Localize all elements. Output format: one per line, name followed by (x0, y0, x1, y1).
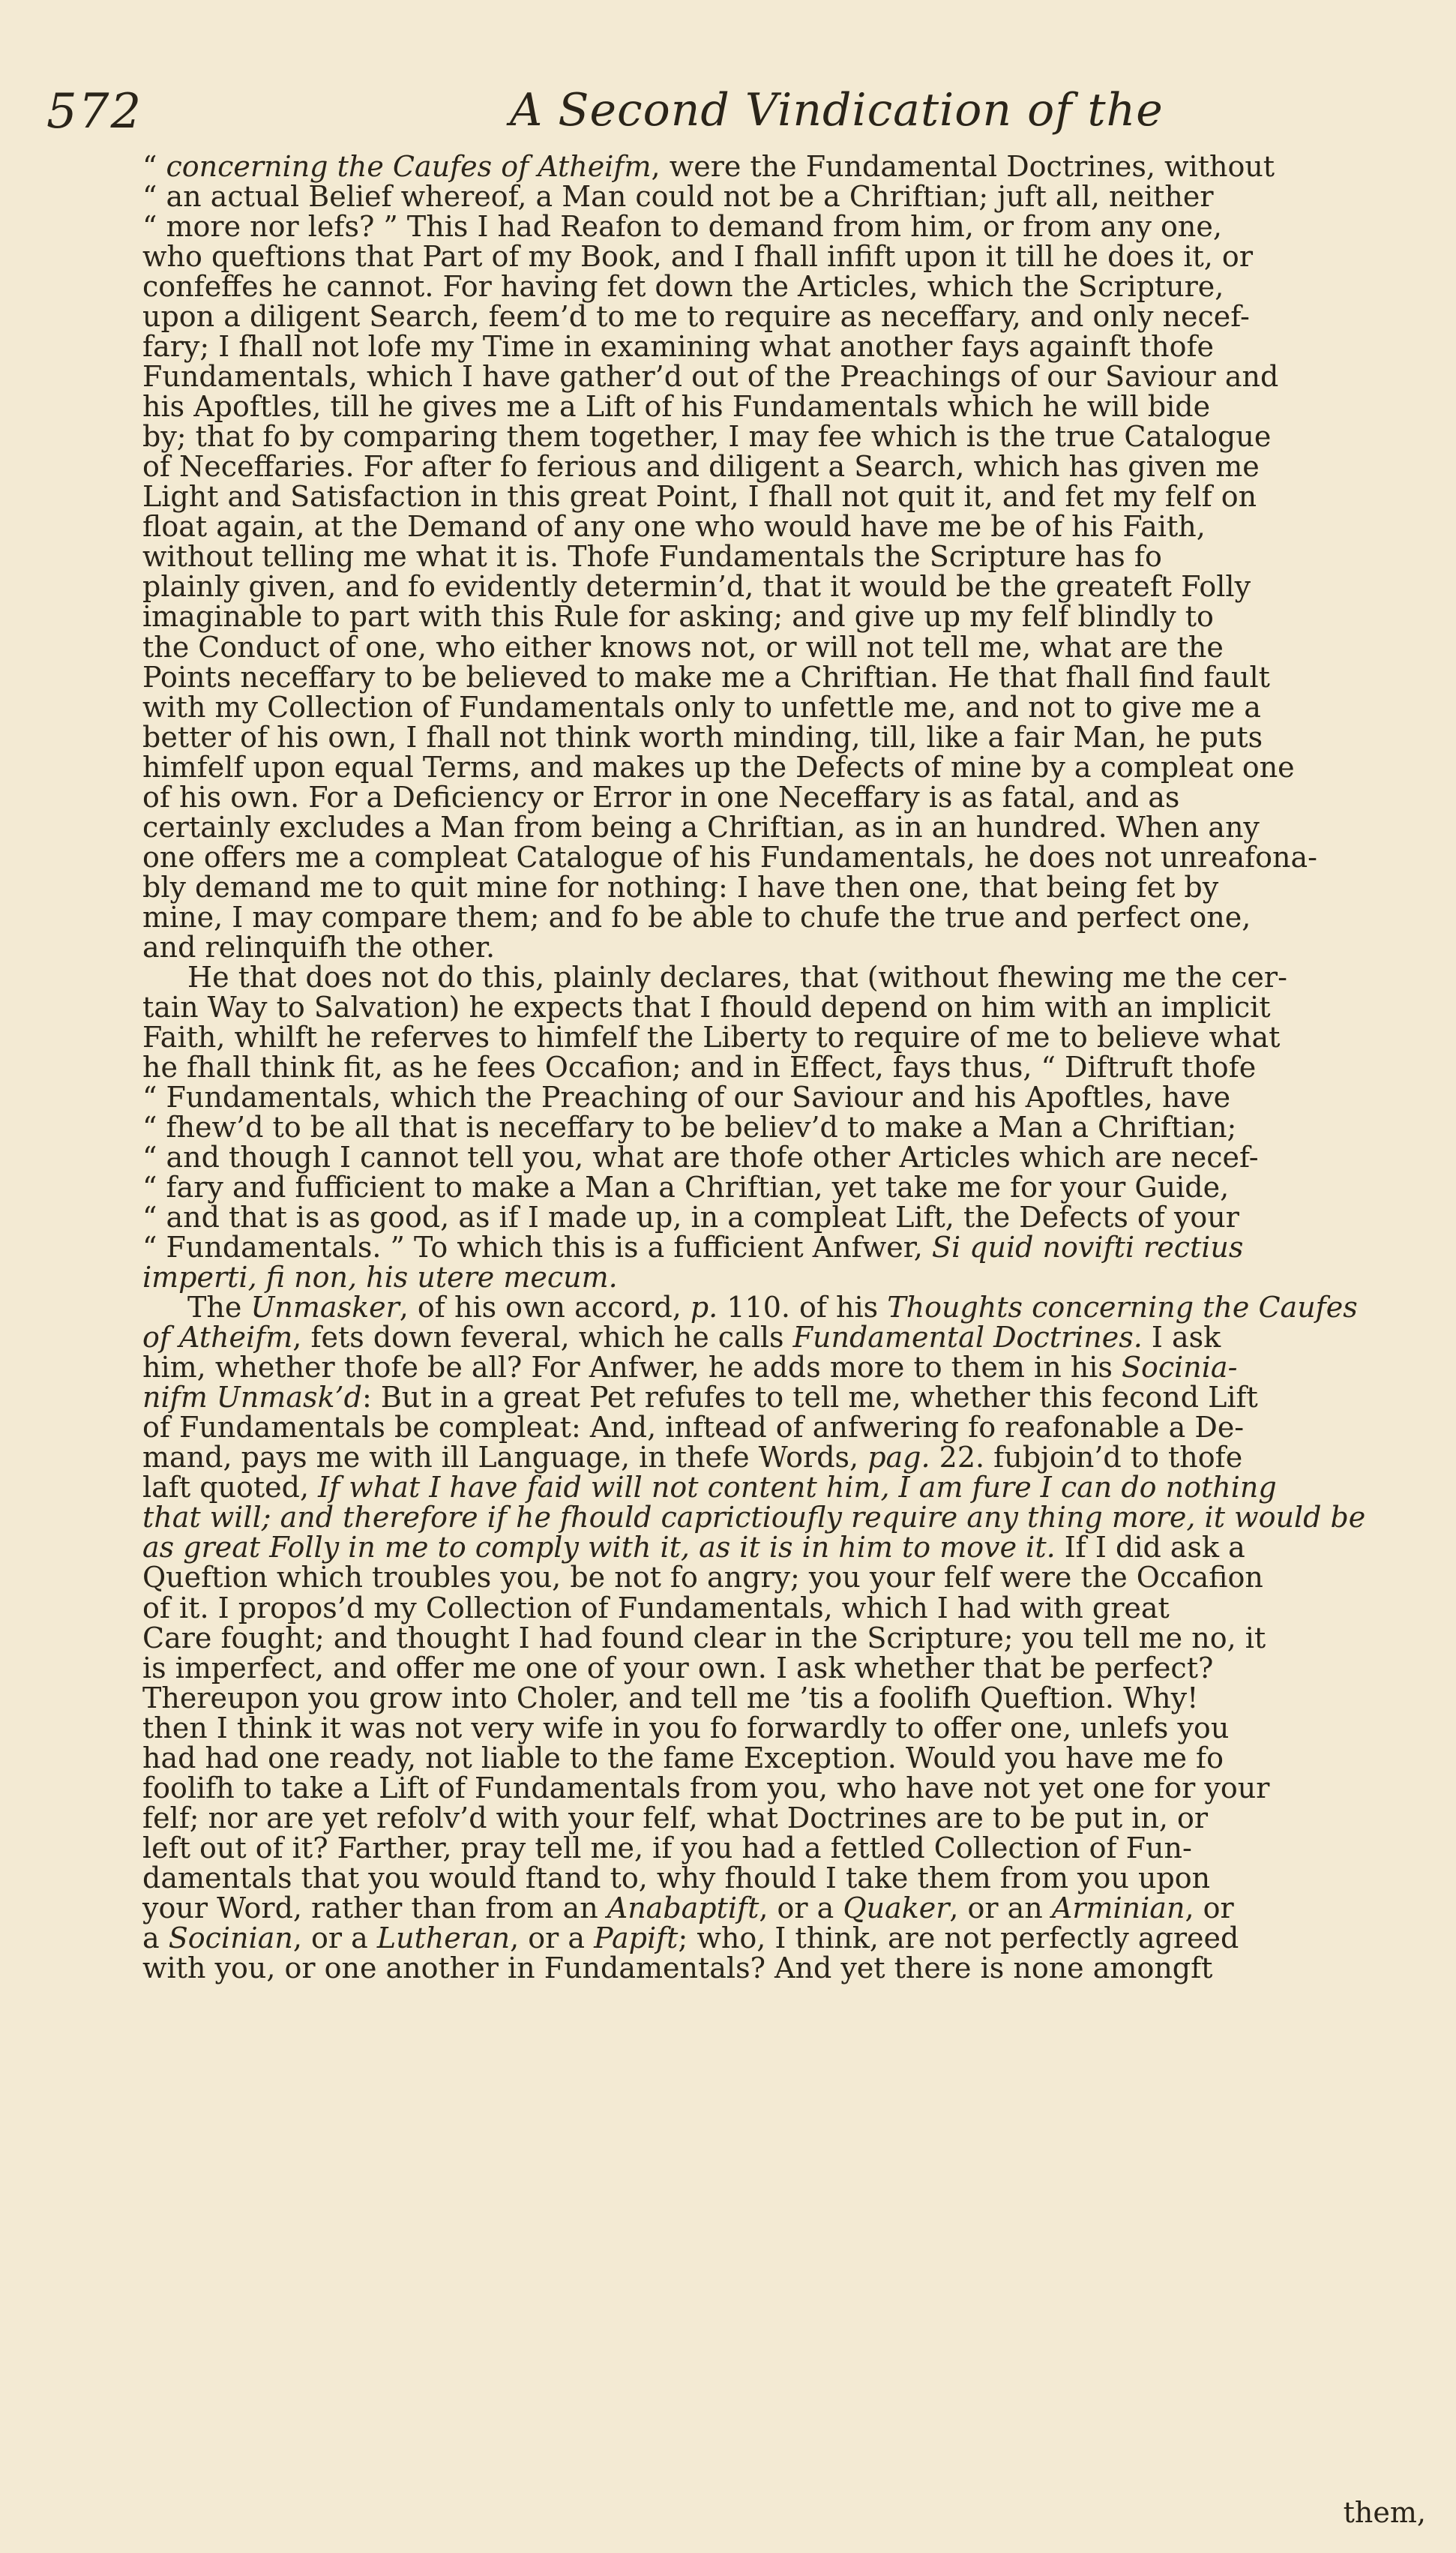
text-line (142, 422, 1432, 452)
text-line (142, 1202, 1432, 1232)
text-line (142, 1502, 1432, 1532)
text-run: with you, or one another in Fundamentals? And yet there is none amongft (142, 1951, 1213, 1984)
text-run: , or a (510, 1921, 595, 1954)
italic-run: Fundamental Doctrines. (792, 1321, 1143, 1354)
text-run: Faith, whilft he referves to himfelf the Liberty to require of me to believe what (142, 1020, 1281, 1054)
text-run: , were the Fundamental Doctrines, without (651, 150, 1275, 183)
text-run: Fundamentals, which I have gather’d out of the Preachings of our Saviour and (142, 360, 1279, 394)
text-line (142, 1953, 1432, 1983)
italic-run: Unmasker (250, 1291, 400, 1324)
text-run: ; who, I think, are not perfectly agreed (678, 1921, 1239, 1954)
text-line (142, 482, 1432, 512)
text-run: by; that fo by comparing them together, I may fee which is the true Catalogue (142, 420, 1272, 454)
text-line (142, 962, 1432, 992)
text-line (142, 1893, 1432, 1923)
text-line (142, 902, 1432, 932)
text-line (142, 932, 1432, 962)
text-run: Light and Satisfaction in this great Point, I fhall not quit it, and fet my felf on (142, 480, 1257, 514)
running-title: A Second Vindication of the (510, 84, 1164, 136)
text-run: “ Fundamentals. ” To which this is a fufficient Anfwer, (142, 1231, 932, 1264)
text-run: “ and though I cannot tell you, what are thofe other Articles which are necef- (142, 1141, 1259, 1174)
text-run: , or a (292, 1921, 377, 1954)
italic-run: imperti, fi non, his utere mecum. (142, 1261, 618, 1294)
text-line (142, 182, 1432, 212)
text-run: 22. fubjoin’d to thofe (930, 1441, 1243, 1474)
text-line (142, 1773, 1432, 1803)
text-line (142, 1683, 1432, 1713)
italic-run: of Atheifm (142, 1321, 293, 1354)
text-run: confeffes he cannot. For having fet down the Articles, which the Scripture, (142, 270, 1224, 304)
italic-run: Thoughts concerning the Caufes (887, 1291, 1358, 1324)
text-run: He that does not do this, plainly declares, that (without fhewing me the cer- (187, 960, 1287, 994)
text-run: had had one ready, not liable to the fame Exception. Would you have me fo (142, 1741, 1224, 1774)
italic-run: nifm Unmask’d (142, 1381, 362, 1414)
text-run: If I did ask a (1055, 1531, 1245, 1564)
text-line (142, 1593, 1432, 1623)
italic-run: as great Folly in me to comply with it, as it is in him to move it. (142, 1531, 1056, 1564)
text-run: plainly given, and fo evidently determin’d, that it would be the greateft Folly (142, 570, 1251, 604)
text-line (142, 992, 1432, 1022)
text-line (142, 152, 1432, 182)
italic-run: Quaker (843, 1891, 950, 1924)
page-header (0, 0, 1456, 150)
text-run: of his own. For a Deficiency or Error in one Neceffary is as fatal, and as (142, 780, 1180, 814)
text-run: Care fought; and thought I had found clear in the Scripture; you tell me no, it (142, 1621, 1266, 1654)
text-run: The (187, 1291, 251, 1324)
italic-run: Si quid novifti rectius (931, 1231, 1244, 1264)
text-run: “ and that is as good, as if I made up, in a compleat Lift, the Defects of your (142, 1201, 1239, 1234)
text-run: , or an (949, 1891, 1052, 1924)
text-run: left out of it? Farther, pray tell me, if you had a fettled Collection of Fun- (142, 1831, 1192, 1864)
italic-run: pag. (867, 1441, 930, 1474)
text-run: him, whether thofe be all? For Anfwer, he adds more to them in his (142, 1351, 1122, 1384)
text-line (142, 1833, 1432, 1863)
text-run: Points neceffary to be believed to make me a Chriftian. He that fhall find fault (142, 660, 1270, 694)
italic-run: If what I have faid will not content him, I am fure I can do nothing (318, 1471, 1277, 1504)
text-line (142, 302, 1432, 332)
text-line (142, 212, 1432, 242)
text-run: “ fary and fufficient to make a Man a Chriftian, yet take me for your Guide, (142, 1171, 1230, 1204)
text-run: is imperfect, and offer me one of your own. I ask whether that be perfect? (142, 1651, 1214, 1684)
text-run: , or (1185, 1891, 1234, 1924)
text-line (142, 392, 1432, 422)
text-run: better of his own, I fhall not think worth minding, till, like a fair Man, he puts (142, 720, 1263, 754)
text-line (142, 692, 1432, 722)
text-run: he fhall think fit, as he fees Occafion; and in Effect, fays thus, “ Diftruft thofe (142, 1050, 1257, 1084)
text-line (142, 362, 1432, 392)
text-run: himfelf upon equal Terms, and makes up the Defects of mine by a compleat one (142, 750, 1295, 784)
text-line (142, 1532, 1432, 1562)
text-line (142, 1262, 1432, 1292)
text-line (142, 542, 1432, 572)
text-run: mine, I may compare them; and fo be able to chufe the true and perfect one, (142, 900, 1251, 934)
text-line (142, 1022, 1432, 1052)
text-line (142, 1172, 1432, 1202)
text-run: float again, at the Demand of any one who would have me be of his Faith, (142, 510, 1206, 544)
text-line (142, 812, 1432, 842)
text-line (142, 1232, 1432, 1262)
text-line (142, 452, 1432, 482)
text-line (142, 1803, 1432, 1833)
text-run: : But in a great Pet refufes to tell me, whether this fecond Lift (361, 1381, 1258, 1414)
text-run: “ (142, 150, 166, 183)
text-run: bly demand me to quit mine for nothing: I have then one, that being fet by (142, 870, 1219, 904)
text-line (142, 572, 1432, 602)
text-line (142, 632, 1432, 662)
text-run: fary; I fhall not lofe my Time in examining what another fays againft thofe (142, 330, 1215, 364)
text-line (142, 1623, 1432, 1653)
paragraph (142, 152, 1432, 962)
text-run: of Fundamentals be compleat: And, inftead of anfwering fo reafonable a De- (142, 1411, 1245, 1444)
text-line (142, 842, 1432, 872)
text-line (142, 1412, 1432, 1442)
text-line (142, 1562, 1432, 1592)
text-run: a (142, 1921, 169, 1954)
body-text (142, 152, 1432, 1983)
text-line (142, 872, 1432, 902)
text-line (142, 722, 1432, 752)
text-line (142, 1442, 1432, 1472)
text-line (142, 662, 1432, 692)
text-line (142, 242, 1432, 272)
text-run: mand, pays me with ill Language, in thefe Words, (142, 1441, 868, 1474)
text-run: “ more nor lefs? ” This I had Reafon to demand from him, or from any one, (142, 210, 1222, 244)
text-run: imaginable to part with this Rule for asking; and give up my felf blindly to (142, 600, 1214, 634)
italic-run: concerning the Caufes of Atheifm (166, 150, 652, 183)
text-line (142, 1082, 1432, 1112)
text-run: “ fhew’d to be all that is neceffary to be believ’d to make a Man a Chriftian; (142, 1111, 1237, 1144)
text-line (142, 1472, 1432, 1502)
italic-run: Arminian (1051, 1891, 1185, 1924)
text-run: , or a (759, 1891, 843, 1924)
text-run: “ Fundamentals, which the Preaching of our Saviour and his Apoftles, have (142, 1080, 1231, 1114)
text-line (142, 1142, 1432, 1172)
text-line (142, 752, 1432, 782)
text-run: foolifh to take a Lift of Fundamentals from you, who have not yet one for your (142, 1771, 1270, 1804)
text-line (142, 1322, 1432, 1352)
text-run: upon a diligent Search, feem’d to me to require as neceffary, and only necef- (142, 300, 1250, 334)
text-line (142, 1653, 1432, 1683)
italic-run: Socinia- (1121, 1351, 1238, 1384)
text-run: Queftion which troubles you, be not fo angry; you your felf were the Occafion (142, 1561, 1263, 1594)
text-run: of Neceffaries. For after fo ferious and diligent a Search, which has given me (142, 450, 1260, 484)
paragraph (142, 1292, 1432, 1983)
text-run: then I think it was not very wife in you fo forwardly to offer one, unlefs you (142, 1711, 1230, 1744)
text-line (142, 332, 1432, 362)
paragraph (142, 962, 1432, 1292)
text-line (142, 1923, 1432, 1953)
text-line (142, 1292, 1432, 1322)
text-line (142, 512, 1432, 542)
text-line (142, 1863, 1432, 1893)
text-run: 110. of his (718, 1291, 888, 1324)
italic-run: Anabaptift (607, 1891, 759, 1924)
catchword: them, (1343, 2496, 1426, 2529)
text-line (142, 1112, 1432, 1142)
text-run: without telling me what it is. Thofe Fundamentals the Scripture has fo (142, 540, 1162, 574)
text-run: and relinquifh the other. (142, 930, 496, 964)
text-run: I ask (1142, 1321, 1221, 1354)
text-run: who queftions that Part of my Book, and I fhall infift upon it till he does it, or (142, 240, 1253, 274)
text-line (142, 1352, 1432, 1382)
italic-run: Lutheran (376, 1921, 511, 1954)
text-run: , fets down feveral, which he calls (292, 1321, 793, 1354)
text-line (142, 272, 1432, 302)
text-line (142, 782, 1432, 812)
text-run: with my Collection of Fundamentals only to unfettle me, and not to give me a (142, 690, 1261, 724)
text-line (142, 602, 1432, 632)
text-run: damentals that you would ftand to, why fhould I take them from you upon (142, 1861, 1211, 1894)
text-run: one offers me a compleat Catalogue of his Fundamentals, he does not unreafona- (142, 840, 1318, 874)
text-run: “ an actual Belief whereof, a Man could not be a Chriftian; juft all, neither (142, 180, 1214, 214)
text-run: his Apoftles, till he gives me a Lift of his Fundamentals which he will bide (142, 390, 1211, 424)
text-run: certainly excludes a Man from being a Chriftian, as in an hundred. When any (142, 810, 1260, 844)
text-run: felf; nor are yet refolv’d with your felf, what Doctrines are to be put in, or (142, 1801, 1209, 1834)
italic-run: Socinian (168, 1921, 293, 1954)
text-run: laft quoted, (142, 1471, 319, 1504)
text-run: tain Way to Salvation) he expects that I fhould depend on him with an implicit (142, 990, 1271, 1024)
text-run: Thereupon you grow into Choler, and tell me ’tis a foolifh Queftion. Why! (142, 1681, 1199, 1714)
text-line (142, 1743, 1432, 1773)
italic-run: that will; and therefore if he fhould caprictioufly require any thing more, it would be (142, 1501, 1366, 1534)
text-run: , of his own accord, (399, 1291, 691, 1324)
page-number: 572 (46, 84, 143, 140)
text-run: of it. I propos’d my Collection of Fundamentals, which I had with great (142, 1591, 1170, 1624)
text-line (142, 1713, 1432, 1743)
text-line (142, 1052, 1432, 1082)
text-run: your Word, rather than from an (142, 1891, 607, 1924)
text-line (142, 1382, 1432, 1412)
italic-run: Papift (594, 1921, 679, 1954)
italic-run: p. (690, 1291, 718, 1324)
text-run: the Conduct of one, who either knows not, or will not tell me, what are the (142, 630, 1224, 664)
